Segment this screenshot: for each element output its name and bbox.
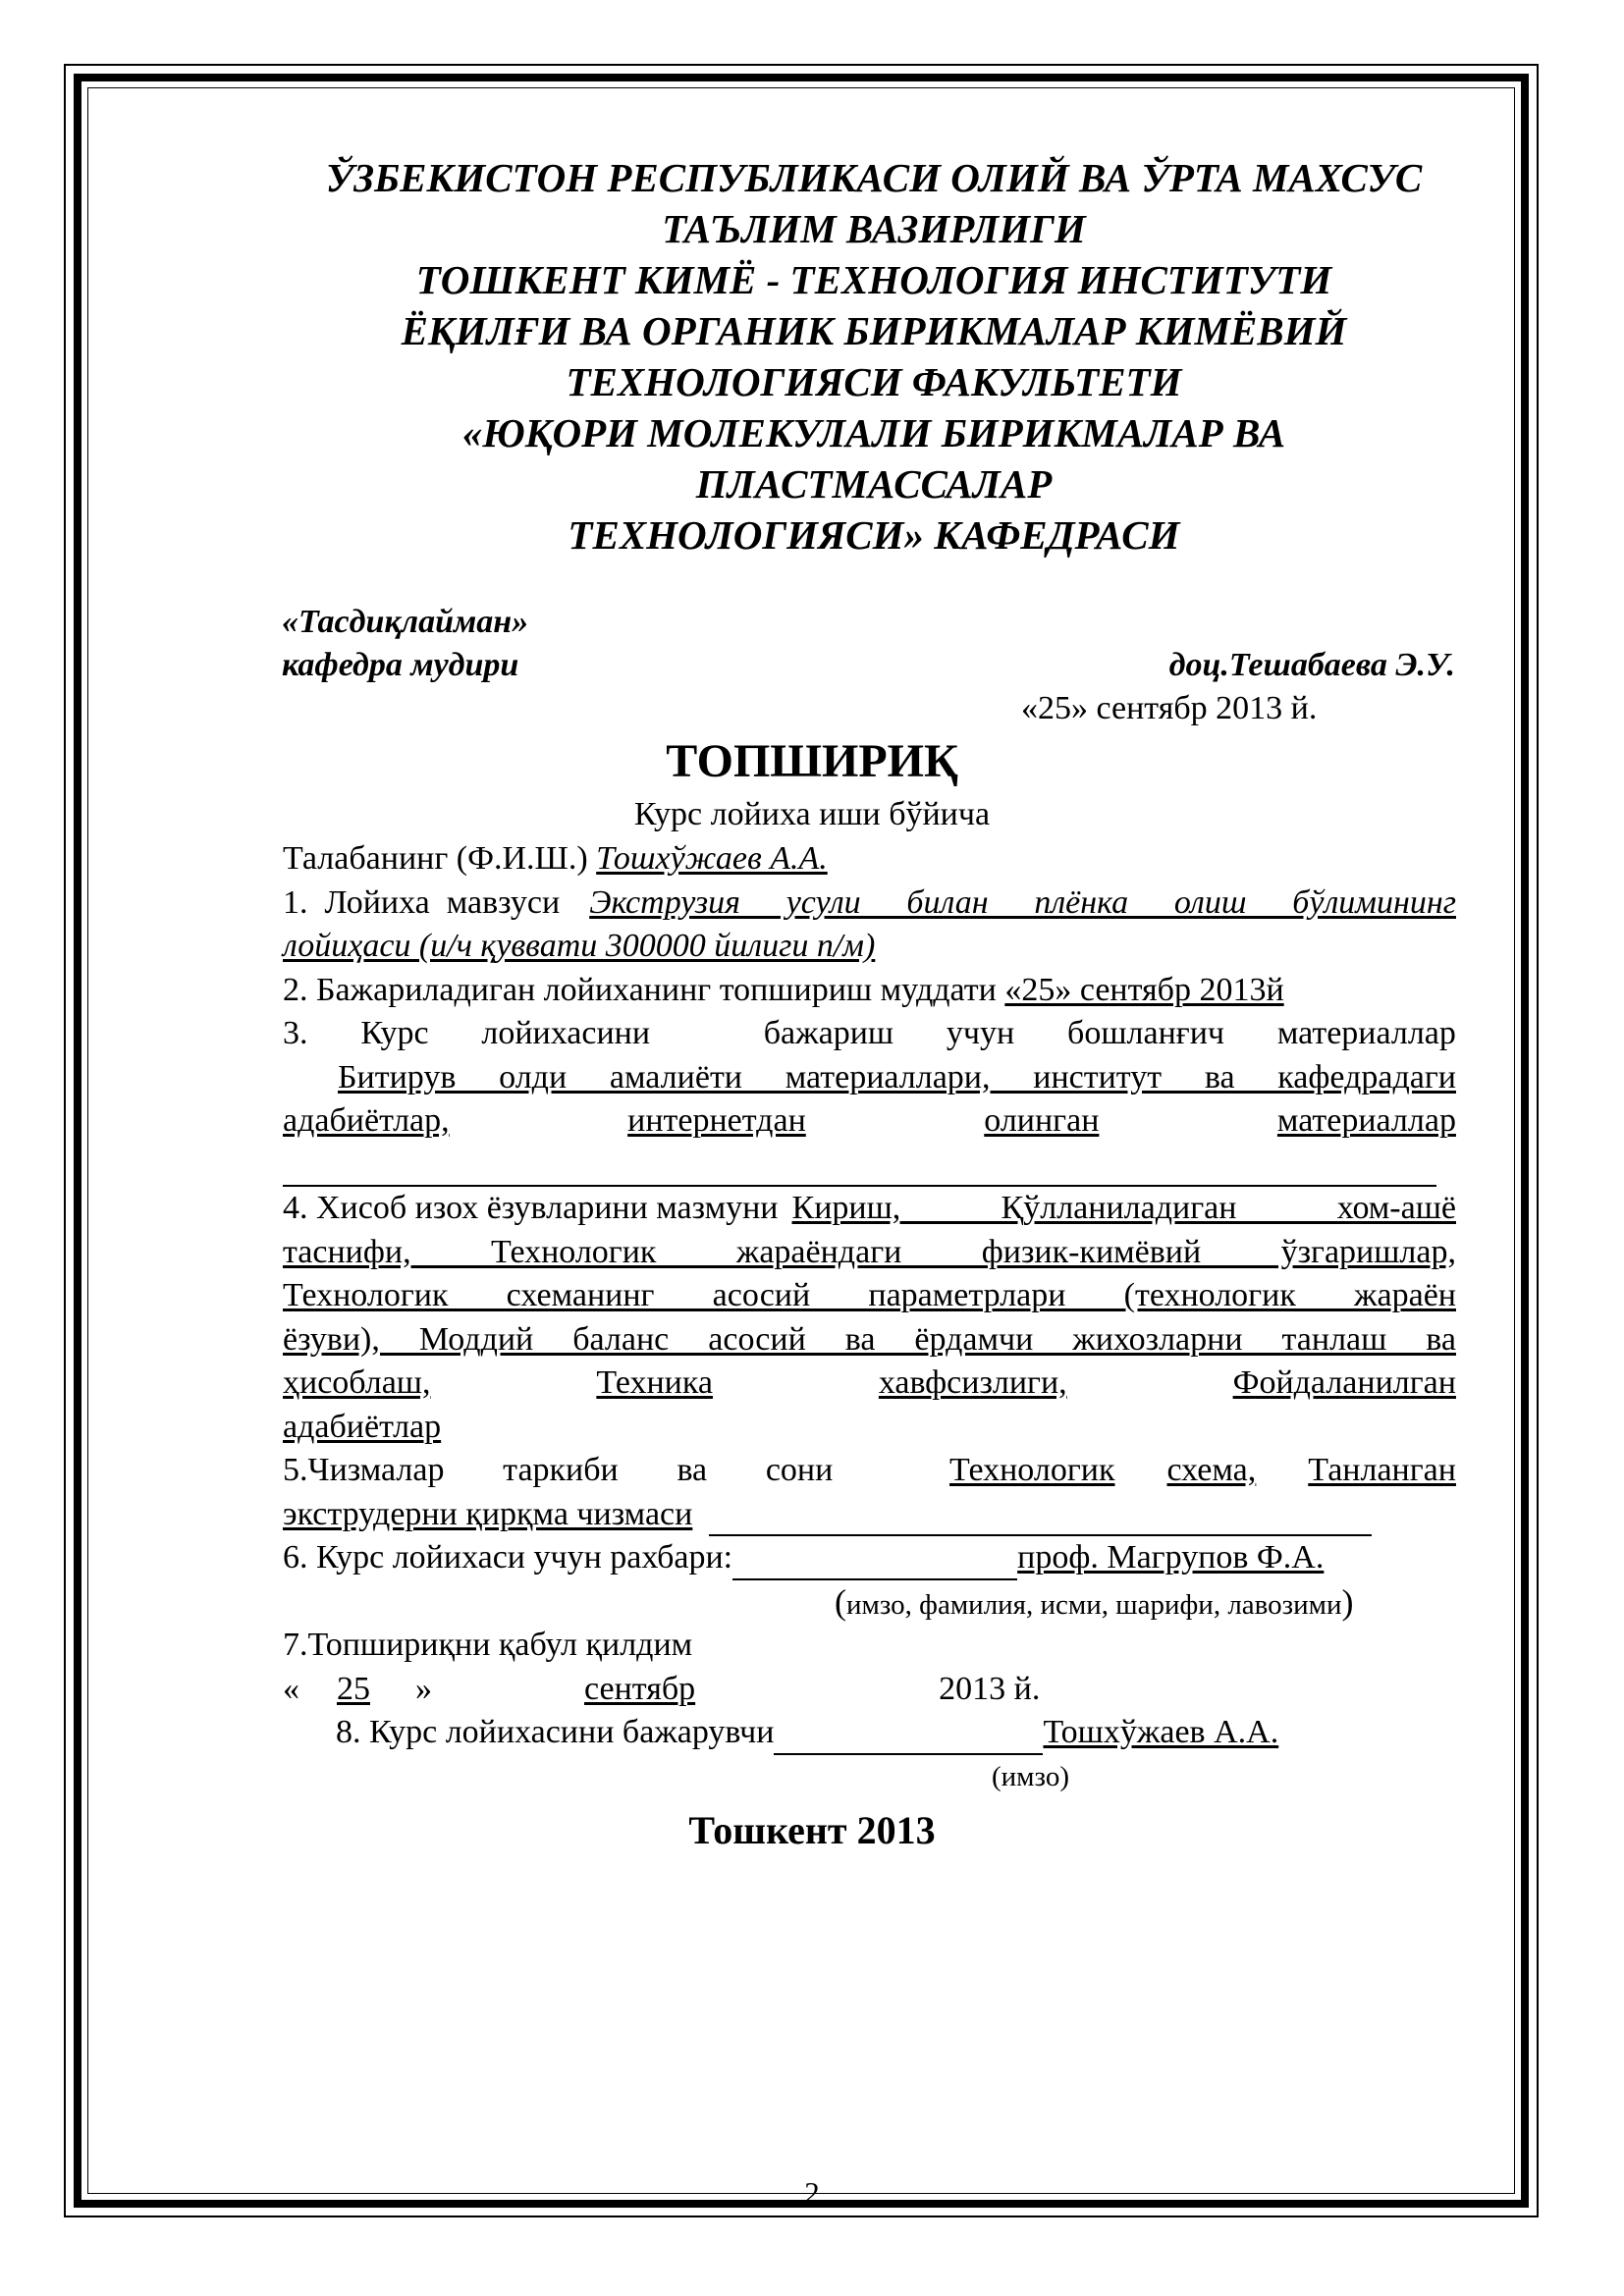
executor-signature-note: (имзо) (992, 1760, 1069, 1792)
item6-note: (имзо, фамилия, исми, шарифи, лавозими) (835, 1581, 1354, 1622)
approval-block (282, 601, 1455, 687)
approval-date: «25» сентябр 2013 й. (1021, 690, 1318, 726)
item6-label: 6. Курс лойихаси учун рахбари: (283, 1539, 733, 1575)
item8-note (283, 1755, 1456, 1799)
supervisor-name: проф. Магрупов Ф.А. (1017, 1539, 1325, 1575)
accept-day: 25 (337, 1670, 370, 1707)
item4-contents-line1: Кириш, Қўлланиладиган хом-ашё (791, 1190, 1456, 1226)
item1-topic-line2: лойиҳаси (и/ч қуввати 300000 йилиги п/м) (283, 928, 876, 964)
head-name: доц.Тешабаева Э.У. (1168, 647, 1455, 683)
item3-word: бошланғич (1067, 1015, 1225, 1051)
header-line: ТОШКЕНТ КИМЁ - ТЕХНОЛОГИЯ ИНСТИТУТИ (415, 257, 1332, 302)
item5-line2 (283, 1493, 1456, 1537)
item5-line1 (283, 1449, 1456, 1493)
header-line: ТЕХНОЛОГИЯСИ ФАКУЛЬТЕТИ (566, 359, 1182, 404)
item4-label: 4. Хисоб изох ёзувларини мазмуни (283, 1190, 779, 1226)
item3-line1 (283, 1012, 1456, 1056)
page-number: 2 (804, 2175, 820, 2210)
approve-label: «Тасдиқлайман» (282, 604, 529, 640)
document-subtitle: Курс лойиха иши бўйича (633, 796, 991, 832)
header-line: ТАЪЛИМ ВАЗИРЛИГИ (662, 206, 1086, 251)
header-line: ПЛАСТМАССАЛАР (695, 461, 1053, 507)
item3-word: учун (946, 1015, 1015, 1051)
item4-line3 (283, 1274, 1456, 1318)
item8-line (283, 1711, 1456, 1755)
item3-blank-line (283, 1144, 1456, 1188)
header-line: ЁҚИЛҒИ ВА ОРГАНИК БИРИКМАЛАР КИМЁВИЙ (401, 308, 1347, 353)
accept-month: сентябр (584, 1670, 696, 1707)
blank-underline (709, 1499, 1372, 1536)
item3-word: лойихасини (481, 1015, 651, 1051)
signature-underline (774, 1718, 1043, 1755)
item1-topic-line1: Экструзия усули билан плёнка олиш бўлимининг (589, 883, 1456, 921)
item2-line (283, 969, 1456, 1013)
header-line: «ЮҚОРИ МОЛЕКУЛАЛИ БИРИКМАЛАР ВА (461, 410, 1286, 455)
item7-label: 7.Топшириқни қабул қилдим (283, 1627, 693, 1663)
item3-word: Курс (360, 1015, 429, 1051)
executor-name: Тошхўжаев А.А. (1043, 1714, 1279, 1750)
signature-note: имзо, фамилия, исми, шарифи, лавозими (846, 1588, 1342, 1621)
item2-label: 2. Бажариладиган лойиханинг топшириш муддати (283, 971, 997, 1008)
item3-materials-line2: адабиётлар, интернетдан олинган материаллар (283, 1102, 1456, 1139)
accept-year: 2013 й. (939, 1670, 1041, 1707)
head-label: кафедра мудири (282, 647, 519, 683)
header-line: ЎЗБЕКИСТОН РЕСПУБЛИКАСИ ОЛИЙ ВА ЎРТА МАХСУС (325, 155, 1423, 200)
item1-line2 (283, 925, 1456, 969)
item3-materials-line1: Битирув олди амалиёти материаллари, институт ва кафедрадаги (338, 1058, 1456, 1095)
item1-line1 (283, 881, 1456, 926)
item4-line4 (283, 1318, 1456, 1362)
item2-date: «25» сентябр 2013й (1004, 971, 1284, 1008)
item3-line2 (283, 1056, 1456, 1100)
item4-contents-line4: ёзуви), Моддий баланс асосий ва ёрдамчи жихозларни танлаш ва (283, 1320, 1456, 1358)
blank-underline (283, 1149, 1436, 1187)
item5-word: сони (765, 1452, 834, 1488)
city-year: Тошкент 2013 (688, 1808, 936, 1852)
student-line (283, 837, 1456, 881)
item4-line6 (283, 1406, 1456, 1450)
item4-line1 (283, 1187, 1456, 1231)
student-label: Талабанинг (Ф.И.Ш.) (283, 840, 588, 877)
institution-header (245, 152, 1502, 561)
item8-label: 8. Курс лойихасини бажарувчи (336, 1714, 775, 1750)
item4-line2 (283, 1231, 1456, 1275)
item4-contents-line5: ҳисоблаш, Техника хавфсизлиги, Фойдаланилган (283, 1364, 1456, 1401)
signature-underline (732, 1543, 1017, 1580)
item4-contents-line6: адабиётлар (283, 1408, 442, 1445)
item7-date-line: « 25 » сентябр 2013 й. (283, 1670, 1041, 1707)
item4-contents-line3: Технологик схеманинг асосий параметрлари (технологик жараён (283, 1277, 1456, 1313)
header-line: ТЕХНОЛОГИЯСИ» КАФЕДРАСИ (568, 512, 1180, 558)
assignment-body (283, 837, 1456, 1798)
item7-line1 (283, 1624, 1456, 1668)
item4-line5 (283, 1362, 1456, 1406)
item3-word: 3. (283, 1015, 308, 1051)
item5-drawings: Технологик схема, Танланган (949, 1452, 1456, 1488)
item1-label: 1. Лойиха мавзуси (283, 883, 561, 921)
item6-line (283, 1536, 1456, 1580)
item5-drawings-line2: экструдерни қирқма чизмаси (283, 1495, 693, 1532)
item3-word: бажариш (763, 1015, 894, 1051)
student-name: Тошхўжаев А.А. (596, 840, 828, 877)
item5-word: ва (677, 1452, 708, 1488)
item5-word: 5.Чизмалар (283, 1452, 445, 1488)
item3-word: материаллар (1276, 1015, 1456, 1051)
item5-word: таркиби (503, 1452, 619, 1488)
item3-line3 (283, 1099, 1456, 1144)
document-title: ТОПШИРИҚ (666, 735, 958, 787)
item4-contents-line2: таснифи, Технологик жараёндаги физик-кимёвий ўзгаришлар, (283, 1233, 1456, 1270)
